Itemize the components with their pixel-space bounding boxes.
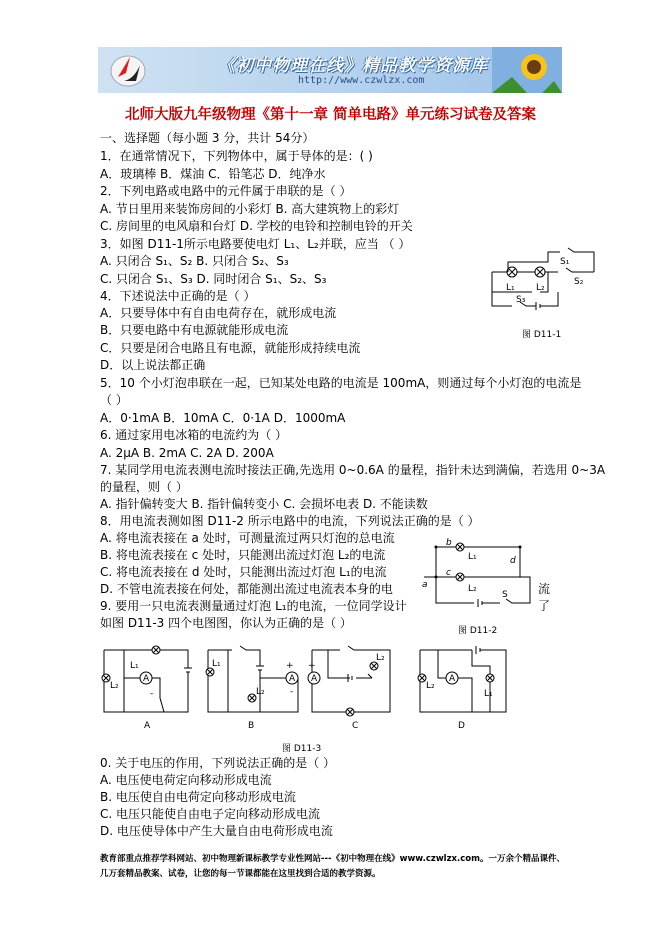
question-7-options: A. 指针偏转变大 B. 指针偏转变小 C. 会损坏电表 D. 不能读数 xyxy=(100,497,428,511)
question-9-cont: 如图 D11-3 四个电图图，你认为正确的是（ ） xyxy=(100,616,352,630)
wrap-tail-le: 了 xyxy=(538,599,551,613)
document-title: 北师大版九年级物理《第十一章 简单电路》单元练习试卷及答案 xyxy=(124,107,537,123)
d11-1-label-s2: S₂ xyxy=(574,277,584,287)
d11-2-label-b: b xyxy=(446,538,452,548)
d11-3b-label-l2: L₂ xyxy=(256,687,265,697)
question-8-option-a: A. 将电流表接在 a 处时，可测量流过两只灯泡的总电流 xyxy=(100,531,395,545)
d11-3a-minus: - xyxy=(150,689,154,699)
figure-d11-1-caption: 图 D11-1 xyxy=(522,330,562,340)
d11-1-label-s1: S₁ xyxy=(560,257,570,267)
d11-3c-plus: + xyxy=(308,661,316,671)
d11-3a-ammeter-a: A xyxy=(143,674,150,684)
banner-title: 《初中物理在线》精品教学资源库 xyxy=(218,56,488,76)
d11-1-label-l1: L₁ xyxy=(506,283,515,293)
d11-2-label-l1: L₁ xyxy=(468,552,477,562)
d11-3-sub-d: D xyxy=(458,721,465,731)
figure-d11-3 xyxy=(100,638,520,734)
wrap-tail-liu: 流 xyxy=(538,582,551,596)
d11-3-sub-c: C xyxy=(352,721,359,731)
question-2-options-cd: C. 房间里的电风扇和台灯 D. 学校的电铃和控制电铃的开关 xyxy=(100,219,413,233)
sunflower-icon xyxy=(492,47,562,93)
d11-3d-label-l1: L₁ xyxy=(484,689,493,699)
d11-1-label-s3: S₃ xyxy=(516,295,526,305)
d11-3-sub-a: A xyxy=(144,721,151,731)
d11-3-sub-b: B xyxy=(248,721,255,731)
question-5-blank: （ ） xyxy=(100,393,128,407)
question-8-option-c: C. 将电流表接在 d 处时，只能测出流过灯泡 L₁的电流 xyxy=(100,565,387,579)
question-4-option-a: A．只要导体中有自由电荷存在，就形成电流 xyxy=(100,306,337,320)
d11-3c-ammeter-a: A xyxy=(311,674,318,684)
d11-3b-minus: - xyxy=(290,687,294,697)
d11-3b-plus: + xyxy=(286,661,294,671)
question-2: 2．下列电路或电路中的元件属于串联的是（ ） xyxy=(100,184,352,198)
question-8-option-d: D. 不管电流表接在何处，都能测出流过电流表本身的电 xyxy=(100,582,393,596)
question-10-option-c: C. 电压只能使自由电子定向移动形成电流 xyxy=(100,807,321,821)
question-8: 8．用电流表测如图 D11-2 所示电路中的电流，下列说法正确的是（ ） xyxy=(100,514,480,528)
banner-url[interactable]: http://www.czwlzx.com xyxy=(298,75,425,86)
question-7-cont: 的量程，则（ ） xyxy=(100,480,188,494)
question-4-option-c: C．只要是闭合电路且有电源，就能形成持续电流 xyxy=(100,341,361,355)
d11-3a-label-l1: L₁ xyxy=(130,661,139,671)
question-10-option-a: A. 电压使电荷定向移动形成电流 xyxy=(100,773,272,787)
figure-d11-2-caption: 图 D11-2 xyxy=(458,626,498,636)
question-1: 1．在通常情况下，下列物体中，属于导体的是：( ) xyxy=(100,149,373,163)
figure-d11-3-caption: 图 D11-3 xyxy=(282,744,322,754)
d11-2-label-d: d xyxy=(510,556,516,566)
figure-d11-1 xyxy=(488,240,598,318)
d11-3b-ammeter-a: A xyxy=(289,674,296,684)
question-6-options: A. 2μA B. 2mA C. 2A D. 200A xyxy=(100,446,274,460)
question-3-options-ab: A. 只闭合 S₁、S₂ B. 只闭合 S₂、S₃ xyxy=(100,254,289,268)
question-4: 4．下述说法中正确的是（ ） xyxy=(100,289,256,303)
page-footer: 教育部重点推荐学科网站、初中物理新课标教学专业性网站---《初中物理在线》www.czwlzx.com。一万余个精品课件、几万套精品教案、试卷，让您的每一节课都能在这里找到合适的教学资源。 xyxy=(100,854,565,879)
question-2-options-ab: A. 节日里用来装饰房间的小彩灯 B. 高大建筑物上的彩灯 xyxy=(100,202,400,216)
question-4-option-d: D．以上说法都正确 xyxy=(100,358,206,372)
question-4-option-b: B．只要电路中有电源就能形成电流 xyxy=(100,323,289,337)
question-6: 6. 通过家用电冰箱的电流约为（ ） xyxy=(100,428,288,442)
d11-1-label-l2: L₂ xyxy=(536,283,545,293)
question-3: 3．如图 D11-1所示电路要使电灯 L₁、L₂并联，应当 （ ） xyxy=(100,237,411,251)
d11-3a-label-l2: L₂ xyxy=(110,681,119,691)
d11-3c-label-l2: L₂ xyxy=(376,653,385,663)
d11-2-label-c: c xyxy=(446,568,451,578)
site-banner xyxy=(98,47,562,93)
d11-2-label-l2: L₂ xyxy=(468,584,477,594)
question-10: 0. 关于电压的作用，下列说法正确的是（ ） xyxy=(100,756,336,770)
question-10-option-b: B. 电压使自由电荷定向移动形成电流 xyxy=(100,790,296,804)
site-logo-icon xyxy=(108,51,148,89)
d11-3b-label-l1: L₁ xyxy=(212,659,221,669)
question-3-options-cd: C. 只闭合 S₁、S₃ D. 同时闭合 S₁、S₂、S₃ xyxy=(100,272,327,286)
d11-3d-ammeter-a: A xyxy=(449,674,456,684)
figure-d11-2 xyxy=(420,535,540,615)
question-8-option-b: B. 将电流表接在 c 处时，只能测出流过灯泡 L₂的电流 xyxy=(100,548,386,562)
question-5: 5．10 个小灯泡串联在一起，已知某处电路的电流是 100mA，则通过每个小灯泡的电流是 xyxy=(100,376,582,390)
question-9: 9. 要用一只电流表测量通过灯泡 L₁的电流，一位同学设计 xyxy=(100,599,407,613)
d11-3d-label-l2: L₂ xyxy=(426,681,435,691)
question-7: 7. 某同学用电流表测电流时接法正确,先选用 0~0.6A 的量程，指针未达到满偏，若选用 0~3A xyxy=(100,463,606,477)
d11-2-label-s: S xyxy=(502,590,508,600)
d11-2-label-a: a xyxy=(422,580,428,590)
section-heading: 一、选择题（每小题 3 分，共计 54分） xyxy=(100,131,315,145)
question-5-options: A．0·1mA B．10mA C．0·1A D．1000mA xyxy=(100,411,346,425)
question-1-options: A．玻璃棒 B．煤油 C．铅笔芯 D．纯净水 xyxy=(100,167,326,181)
question-10-option-d: D. 电压使导体中产生大量自由电荷形成电流 xyxy=(100,824,333,838)
